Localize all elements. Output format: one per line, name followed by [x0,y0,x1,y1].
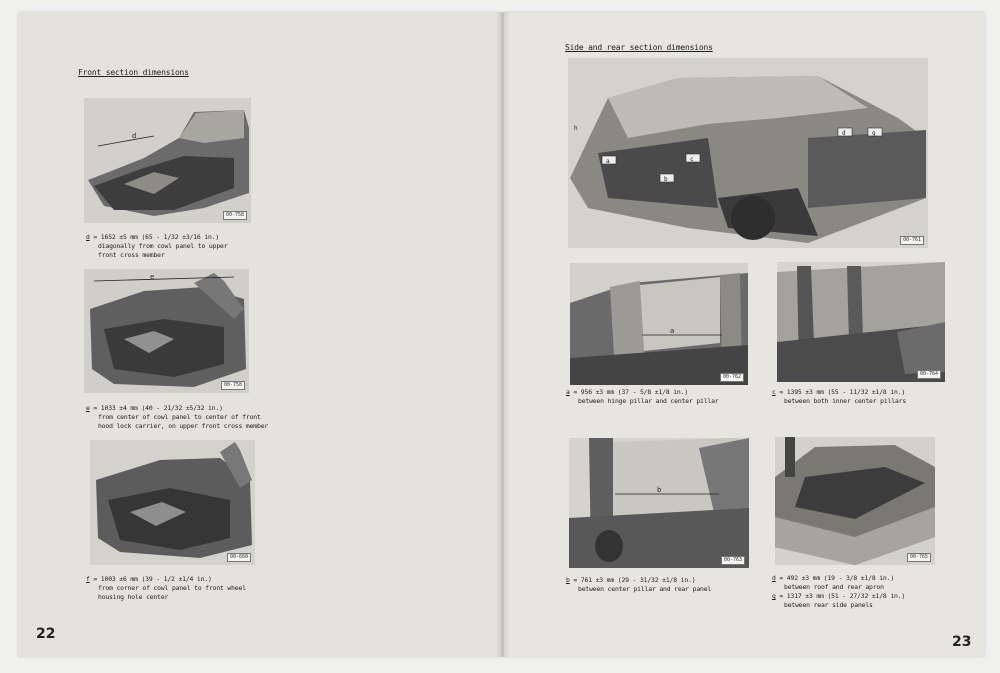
dimension-letter: e [86,404,90,412]
rear-section-photo-d-g [775,437,935,565]
dimension-description-line: between both inner center pillars [784,397,907,405]
caption-f [86,575,246,602]
svg-text:h: h [574,125,578,132]
svg-text:b: b [657,486,662,494]
dimension-value: = 1003 ±6 mm (39 - 1/2 ±1/4 in.) [93,575,212,583]
page-number-left: 22 [36,626,56,642]
dimension-letter: f [86,575,90,583]
right-page-heading: Side and rear section dimensions [565,43,713,52]
photo-reference-number: 00-765 [907,553,931,562]
caption-a [566,388,719,406]
dimension-description-line: front cross member [98,251,165,259]
dimension-description-line: from corner of cowl panel to front wheel [98,584,246,592]
photo-reference-number: 00-761 [900,236,924,245]
dimension-description-line: between roof and rear apron [784,583,884,591]
dimension-value: = 1033 ±4 mm (40 - 21/32 ±5/32 in.) [93,404,223,412]
dimension-description-line: between rear side panels [784,601,873,609]
dimension-letter: a [566,388,570,396]
dimension-description-line: between center pillar and rear panel [578,585,712,593]
caption-c [772,388,906,406]
dimension-value: = 761 ±3 mm (29 - 31/32 ±1/8 in.) [573,576,696,584]
front-section-photo-2 [84,269,249,393]
svg-text:d: d [842,130,846,137]
page-number-right: 23 [952,634,972,650]
caption-b [566,576,711,594]
dimension-description-line: diagonally from cowl panel to upper [98,242,228,250]
dimension-value: = 1317 ±3 mm (51 - 27/32 ±1/8 in.) [779,592,906,600]
dimension-letter: g [772,592,776,600]
dimension-description-line: housing hole center [98,593,169,601]
dimension-description-line: from center of cowl panel to center of front [98,413,261,421]
dimension-letter: b [566,576,570,584]
svg-text:c: c [690,156,694,163]
photo-reference-number: 00-758 [223,211,247,220]
caption-e [86,404,268,431]
photo-reference-number: 00-764 [917,370,941,379]
photo-reference-number: 00-763 [721,556,745,565]
dimension-value: = 1652 ±5 mm (65 - 1/32 ±3/16 in.) [93,233,220,241]
dimension-value: = 1395 ±3 mm (55 - 11/32 ±1/8 in.) [779,388,906,396]
front-section-photo-1 [84,98,251,223]
caption-d-g [772,574,905,610]
svg-text:b: b [664,176,668,183]
caption-d [86,233,227,260]
side-rear-main-photo [568,58,928,248]
dimension-value: = 956 ±3 mm (37 - 5/8 ±1/8 in.) [573,388,689,396]
page-gutter [496,12,510,657]
side-section-photo-a [570,263,748,385]
dimension-letter: d [772,574,776,582]
dimension-letter: d [86,233,90,241]
left-page-heading: Front section dimensions [78,68,189,77]
side-section-photo-b [569,438,749,568]
photo-reference-number: 00-758 [221,381,245,390]
front-section-photo-3 [90,440,255,565]
photo-reference-number: 00-660 [227,553,251,562]
svg-text:g: g [872,130,876,137]
dimension-description-line: hood lock carrier, on upper front cross member [98,422,269,430]
photo-reference-number: 00-762 [720,373,744,382]
svg-text:a: a [670,327,675,335]
dimension-description-line: between hinge pillar and center pillar [578,397,719,405]
dimension-letter: c [772,388,776,396]
dimension-value: = 492 ±3 mm (19 - 3/8 ±1/8 in.) [779,574,895,582]
svg-text:a: a [606,158,610,165]
svg-text:e: e [150,273,155,281]
svg-text:d: d [132,132,137,140]
side-section-photo-c [777,262,945,382]
